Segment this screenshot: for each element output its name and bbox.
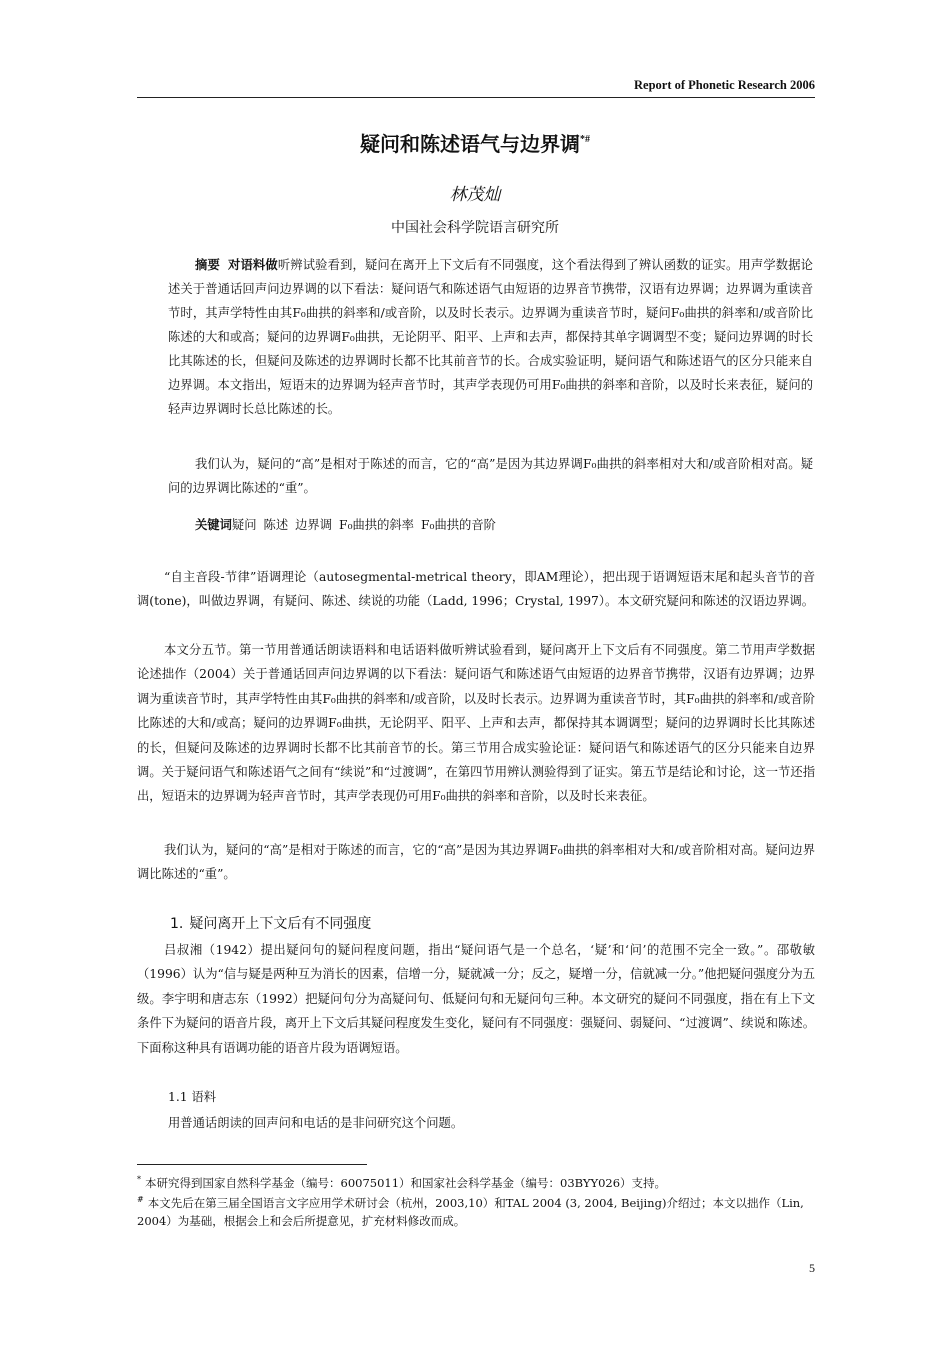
footnote-text: 本文先后在第三届全国语言文字应用学术研讨会（杭州，2003,10）和TAL 2004 (3, 2004, Beijing)介绍过；本文以拙作（Lin, 2004）为基础，根据会上和会后所提意见，扩充材料修改而成。: [137, 1196, 804, 1228]
title-footnote-marks: *#: [580, 134, 590, 145]
body-paragraph: “自主音段-节律”语调理论（autosegmental-metrical theory，即AM理论），把出现于语调短语末尾和起头音节的音调(tone)，叫做边界调，有疑问、陈述、续说的功能（Ladd, 1996；Crystal, 1997）。本文研究疑问和陈述的汉语边界调。: [137, 570, 815, 609]
subsection-heading: 1.1 语料: [168, 1090, 217, 1104]
abstract-paragraph-2: 我们认为，疑问的“高”是相对于陈述的而言，它的“高”是因为其边界调F₀曲拱的斜率相对大和/或音阶相对高。疑问的边界调比陈述的“重”。: [168, 457, 813, 495]
abstract-label: 摘要: [195, 258, 220, 272]
footnote-text: 本研究得到国家自然科学基金（编号：60075011）和国家社会科学基金（编号：03BYY026）支持。: [145, 1176, 667, 1190]
header-rule: [137, 97, 815, 98]
keywords-label: 关键词: [195, 518, 232, 532]
author-name: 林茂灿: [449, 185, 501, 205]
footnote: [137, 1191, 815, 1230]
keyword: F₀曲拱的斜率: [339, 518, 414, 532]
footnote-mark: *: [137, 1175, 141, 1184]
section-title: 疑问离开上下文后有不同强度: [189, 916, 372, 932]
keyword: 疑问: [231, 518, 257, 532]
paper-title-text: 疑问和陈述语气与边界调: [360, 132, 580, 156]
keyword: 边界调: [295, 518, 333, 532]
keywords-line: [195, 515, 503, 533]
page-number: 5: [809, 1261, 815, 1275]
author-affiliation: 中国社会科学院语言研究所: [391, 220, 559, 236]
abstract-lead: 对语料做: [228, 258, 278, 272]
section-heading: [170, 913, 371, 933]
subsection-paragraph: 用普通话朗读的回声问和电话的是非问研究这个问题。: [168, 1116, 464, 1130]
section-number: 1.: [170, 916, 184, 932]
abstract-text: 听辨试验看到，疑问在离开上下文后有不同强度，这个看法得到了辨认函数的证实。用声学数据论述关于普通话回声问边界调的以下看法：疑问语气和陈述语气由短语的边界音节携带，汉语有边界调；边界调为重读音节时，其声学特性由其F₀曲拱的斜率和/或音阶，以及时长表示。边界调为重读音节时，疑问F₀曲拱的斜率和/或音阶比陈述的大和或高；疑问的边界调F₀曲拱，无论阴平、阳平、上声和去声，都保持其单字调调型不变；疑问边界调的时长比其陈述的长，但疑问及陈述的边界调时长都不比其前音节的长。合成实验证明，疑问语气和陈述语气的区分只能来自边界调。本文指出，短语末的边界调为轻声音节时，其声学表现仍可用F₀曲拱的斜率和音阶，以及时长来表征，疑问的轻声边界调时长总比陈述的长。: [168, 258, 813, 416]
paper-title: [0, 128, 950, 157]
keyword: F₀曲拱的音阶: [420, 518, 496, 532]
body-paragraph: 本文分五节。第一节用普通话朗读语料和电话语料做听辨试验看到，疑问离开上下文后有不同强度。第二节用声学数据论述拙作（2004）关于普通话回声问边界调的以下看法：疑问语气和陈述语气由短语的边界音节携带，汉语有边界调；边界调为重读音节时，其声学特性由其F₀曲拱的斜率和/或音阶，以及时长表示。边界调为重读音节时，其F₀曲拱的斜率和/或音阶比陈述的大和/或高；疑问的边界调F₀曲拱，无论阴平、阳平、上声和去声，都保持其本调调型；疑问的边界调时长比其陈述的长，但疑问及陈述的边界调时长都不比其前音节的长。第三节用合成实验论证：疑问语气和陈述语气的区分只能来自边界调。关于疑问语气和陈述语气之间有“续说”和“过渡调”，在第四节用辨认测验得到了证实。第五节是结论和讨论，这一节还指出，短语末的边界调为轻声音节时，其声学表现仍可用F₀曲拱的斜率和音阶，以及时长来表征。: [137, 643, 815, 804]
section-paragraph: 吕叔湘（1942）提出疑问句的疑问程度问题，指出“疑问语气是一个总名，‘疑’和‘问’的范围不完全一致。”。邵敬敏（1996）认为“信与疑是两种互为消长的因素，信增一分，疑就减一分；反之，疑增一分，信就减一分。”他把疑问强度分为五级。李宇明和唐志东（1992）把疑问句分为高疑问句、低疑问句和无疑问句三种。本文研究的疑问不同强度，指在有上下文条件下为疑问的语音片段，离开上下文后其疑问程度发生变化，疑问有不同强度：强疑问、弱疑问、“过渡调”、续说和陈述。下面称这种具有语调功能的语音片段为语调短语。: [137, 943, 815, 1055]
footnote-mark: #: [137, 1195, 144, 1204]
keyword: 陈述: [263, 518, 289, 532]
footnote: [137, 1171, 815, 1192]
running-header: Report of Phonetic Research 2006: [634, 78, 815, 92]
body-paragraph: 我们认为，疑问的“高”是相对于陈述的而言，它的“高”是因为其边界调F₀曲拱的斜率相对大和/或音阶相对高。疑问边界调比陈述的“重”。: [137, 843, 815, 882]
abstract-paragraph: [168, 253, 813, 421]
footnote-rule: [137, 1164, 367, 1165]
